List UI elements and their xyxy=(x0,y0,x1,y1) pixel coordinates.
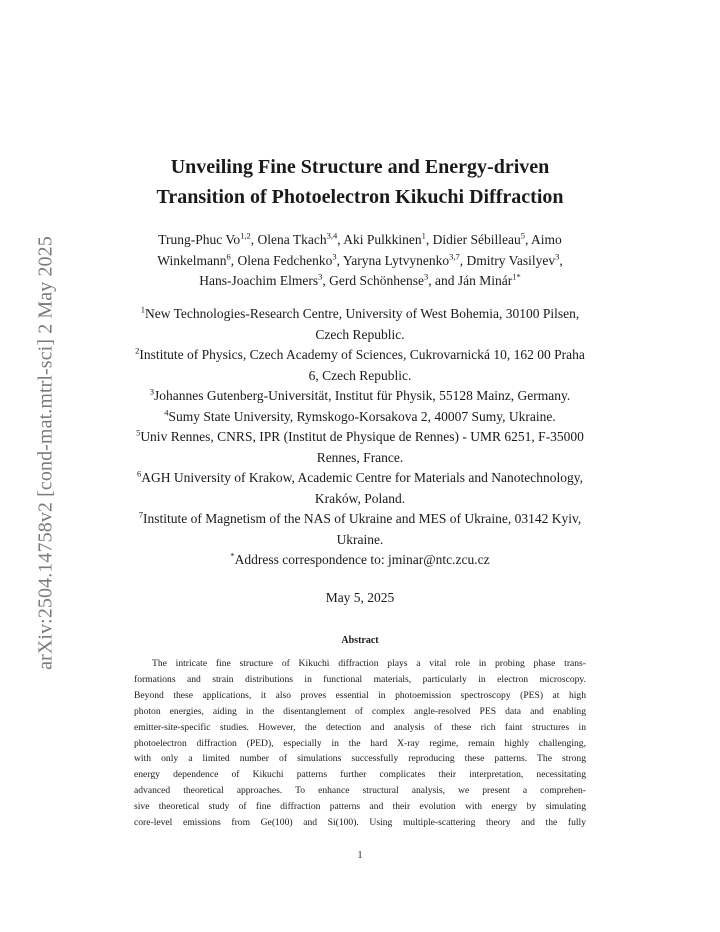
abstract-line: sive theoretical study of fine diffraction patterns and their evolution with energy by simulating xyxy=(134,801,586,813)
affiliation-line: $^4$Sumy State University, Rymskogo-Korsakova 2, 40007 Sumy, Ukraine. xyxy=(164,407,556,424)
affiliation-sup: 6 xyxy=(137,468,142,479)
abstract-body xyxy=(134,656,586,831)
author-name-part: Aimo xyxy=(531,232,562,247)
author-name: Dmitry Vasilyev xyxy=(466,252,556,268)
author-affil-sup: 3 xyxy=(332,251,337,261)
author-affil-sup: 3 xyxy=(318,271,323,282)
affiliation-line: $^7$Institute of Magnetism of the NAS of Ukraine and MES of Ukraine, 03142 Kyiv, xyxy=(138,509,582,526)
title-line: Transition of Photoelectron Kikuchi Diffraction xyxy=(156,186,564,208)
author-name: Didier Sébilleau xyxy=(432,232,521,247)
arxiv-sidebar-stamp: arXiv:2504.14758v2 [cond-mat.mtrl-sci] 2 May 2025 xyxy=(34,236,57,670)
author-line: Trung-Phuc Vo$^{1,2}$, Olena Tkach$^{3,4}$, Aki Pulkkinen$^1$, Didier Sébilleau$^5$, Aimo xyxy=(158,230,562,247)
paper-date: May 5, 2025 xyxy=(325,590,395,605)
author-name: Trung-Phuc Vo xyxy=(158,232,241,247)
abstract-line: photoelectron diffraction (PED), especially in the hard X-ray regime, remain highly challenging, xyxy=(134,737,586,749)
affiliation-sup: 5 xyxy=(136,427,141,438)
author-affil-sup: 1* xyxy=(512,271,521,282)
affiliation-line: $^5$Univ Rennes, CNRS, IPR (Institut de Physique de Rennes) - UMR 6251, F-35000 xyxy=(136,427,584,444)
affiliation-line: Rennes, France. xyxy=(316,449,404,465)
author-affil-sup: 3,7 xyxy=(449,251,460,261)
author-name: Gerd Schönhense xyxy=(329,273,424,288)
author-list xyxy=(100,230,620,292)
affiliation-line: $^2$Institute of Physics, Czech Academy of Sciences, Cukrovarnická 10, 162 00 Praha xyxy=(135,345,585,362)
author-line: Winkelmann$^6$, Olena Fedchenko$^3$, Yaryna Lytvynenko$^{3,7}$, Dmitry Vasilyev$^3$, xyxy=(157,251,563,268)
author-affil-sup: 5 xyxy=(520,230,525,241)
abstract-line: Beyond these applications, it also proves essential in photoemission spectroscopy (PES) at high xyxy=(134,689,586,701)
author-affil-sup: 1 xyxy=(421,230,426,241)
author-name: Hans-Joachim Elmers xyxy=(199,273,319,288)
affiliation-sup: 7 xyxy=(138,509,144,520)
affiliation-list xyxy=(100,304,620,571)
affiliation-line: $^3$Johannes Gutenberg-Universität, Institut für Physik, 55128 Mainz, Germany. xyxy=(149,386,571,403)
author-affil-sup: 3 xyxy=(555,251,560,261)
affiliation-sup: 4 xyxy=(164,407,169,417)
abstract-line: The intricate fine structure of Kikuchi diffraction plays a vital role in probing phase trans- xyxy=(152,658,586,669)
affiliation-sup: 2 xyxy=(135,345,140,356)
paper-title xyxy=(100,152,620,212)
abstract-line: emitter-site-specific studies. However, the detection and analysis of these rich faint structures in xyxy=(134,721,586,733)
abstract-line: formations and strain distributions in functional materials, particularly in electron microscopy. xyxy=(134,673,586,685)
affiliation-sup: 1 xyxy=(140,304,145,315)
author-name: Olena Fedchenko xyxy=(237,252,333,268)
correspondence-email: Address correspondence to: jminar@ntc.zcu.cz xyxy=(234,552,490,567)
author-name: Olena Tkach xyxy=(257,232,327,247)
author-affil-sup: 3,4 xyxy=(326,230,338,241)
affiliation-line: Ukraine. xyxy=(336,531,384,547)
affiliation-line: $^1$New Technologies-Research Centre, University of West Bohemia, 30100 Pilsen, xyxy=(140,304,580,321)
affiliation-line: Czech Republic. xyxy=(315,326,405,342)
author-name-part: Winkelmann xyxy=(157,252,227,268)
author-name: Ján Minár xyxy=(457,273,513,288)
affiliation-line: $^6$AGH University of Krakow, Academic Centre for Materials and Nanotechnology, xyxy=(137,468,583,485)
author-affil-sup: 1,2 xyxy=(240,230,251,241)
title-line: Unveiling Fine Structure and Energy-driven xyxy=(170,156,550,178)
page-number: 1 xyxy=(357,850,363,861)
abstract-line: advanced theoretical approaches. To enhance structural analysis, we present a comprehen- xyxy=(134,785,586,797)
affiliation-line: Kraków, Poland. xyxy=(314,490,406,506)
correspondence-line xyxy=(100,550,620,571)
abstract-line: energy dependence of Kikuchi patterns further complicates their interpretation, necessitating xyxy=(134,769,586,781)
abstract-line: with only a limited number of simulations successfully reproducing these patterns. The strong xyxy=(134,753,586,765)
abstract-heading: Abstract xyxy=(341,635,379,646)
author-name: Yaryna Lytvynenko xyxy=(342,252,450,268)
author-name: Aki Pulkkinen xyxy=(343,232,422,247)
affiliation-sup: 3 xyxy=(149,386,155,397)
author-line: Hans-Joachim Elmers$^3$, Gerd Schönhense$^3$, and Ján Minár$^{1*}$ xyxy=(199,271,521,288)
abstract-line: photon energies, aiding in the disentanglement of complex angle-resolved PES data and enabling xyxy=(134,705,586,717)
author-affil-sup: 6 xyxy=(226,251,231,261)
affiliation-line: 6, Czech Republic. xyxy=(308,367,412,383)
abstract-line: core-level emissions from Ge(100) and Si(100). Using multiple-scattering theory and the fully xyxy=(134,817,586,829)
correspondence-sup: * xyxy=(230,550,235,561)
author-affil-sup: 3 xyxy=(423,271,429,282)
